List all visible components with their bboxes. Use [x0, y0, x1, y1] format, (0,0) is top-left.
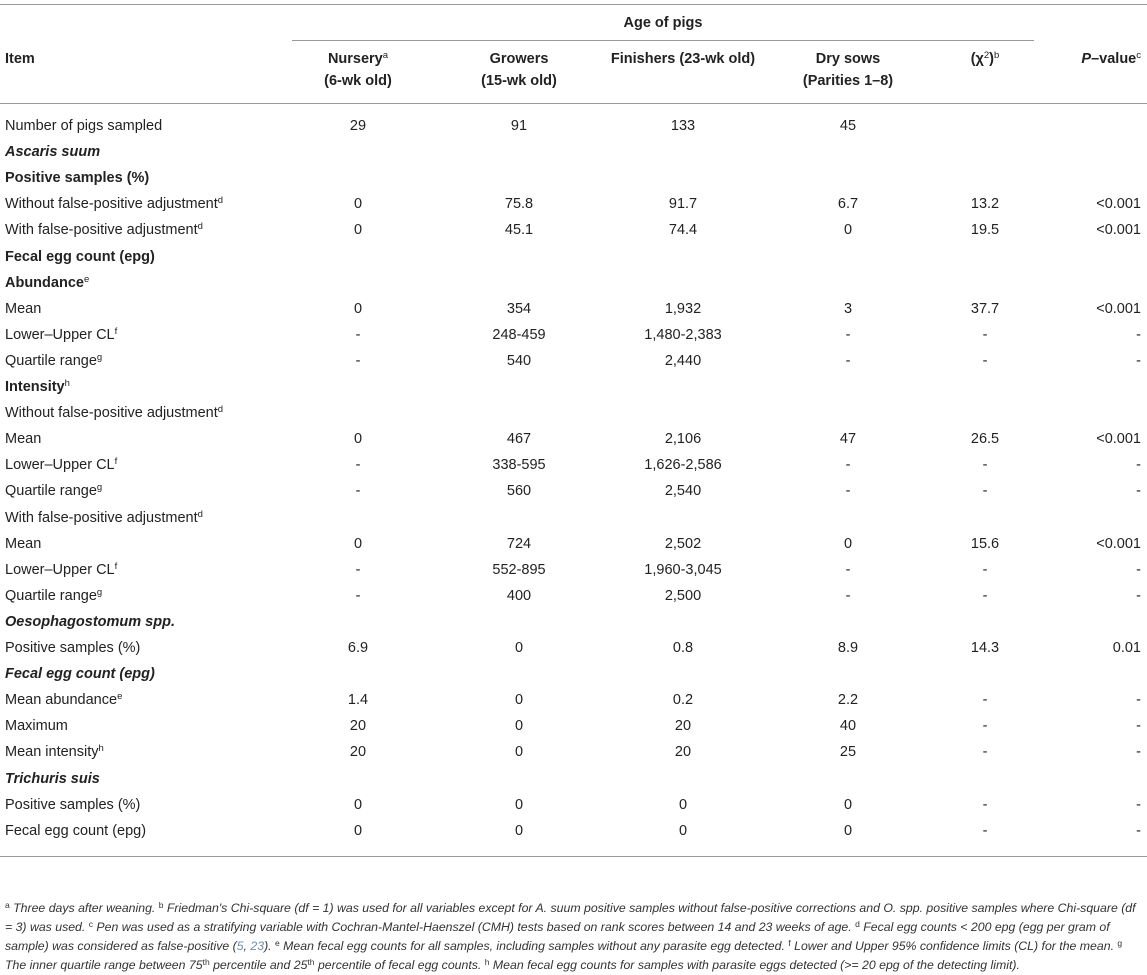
table-cell: 467: [506, 431, 532, 447]
row-label: Lower–Upper $CL^f$: [5, 326, 118, 343]
table-cell: 400: [506, 588, 532, 604]
table-cell: 0.01: [1112, 640, 1141, 656]
header-item: Item: [5, 51, 35, 67]
table-cell: 40: [839, 718, 857, 734]
reference-link-5[interactable]: 5: [236, 939, 244, 953]
table-cell: 0: [514, 692, 524, 708]
table-cell: -: [1136, 562, 1141, 578]
row-label: Positive samples (%): [5, 797, 141, 813]
row-label: Fecal egg count (epg): [5, 666, 155, 682]
header-dry-sows: Dry sows (Parities 1–8): [802, 51, 894, 89]
table-cell: 248-459: [492, 327, 546, 343]
table-cell: 91.7: [668, 196, 698, 212]
table-cell: -: [982, 797, 988, 813]
table-cell: 14.3: [970, 640, 1000, 656]
table-cell: <0.001: [1096, 196, 1141, 212]
table-cell: 0.2: [672, 692, 694, 708]
table-cell: -: [355, 483, 361, 499]
table-cell: 0: [353, 196, 363, 212]
table-cell: -: [845, 353, 851, 369]
table-cell: 0: [843, 823, 853, 839]
table-cell: 0: [353, 431, 363, 447]
table-cell: 0: [353, 222, 363, 238]
table-cell: -: [982, 562, 988, 578]
table-cell: <0.001: [1096, 222, 1141, 238]
table-cell: 37.7: [970, 301, 1000, 317]
table-cell: -: [845, 588, 851, 604]
row-label: Lower–Upper $CL^f$: [5, 561, 118, 578]
table-cell: 91: [510, 118, 528, 134]
header-finishers: Finishers (23-wk old): [610, 51, 756, 67]
header-chi-square: $(\chi^2)^b$: [970, 50, 1000, 67]
table-cell: 1.4: [347, 692, 369, 708]
table-cell: 0: [514, 797, 524, 813]
bottom-rule: [0, 856, 1147, 857]
table-cell: 0: [843, 536, 853, 552]
table-cell: 19.5: [970, 222, 1000, 238]
table-cell: -: [1136, 483, 1141, 499]
table-cell: -: [1136, 823, 1141, 839]
table-cell: 133: [670, 118, 696, 134]
table-cell: -: [1136, 588, 1141, 604]
table-cell: -: [1136, 692, 1141, 708]
table-cell: 0: [353, 301, 363, 317]
table-cell: -: [845, 562, 851, 578]
table-cell: 724: [506, 536, 532, 552]
table-cell: 2,106: [664, 431, 702, 447]
table-cell: 2,440: [664, 353, 702, 369]
row-label: Maximum: [5, 718, 68, 734]
row-label: Trichuris suis: [5, 771, 100, 787]
row-label: Without false-positive adjustment$^d$: [5, 404, 224, 421]
table-cell: 0: [353, 823, 363, 839]
table-cell: 26.5: [970, 431, 1000, 447]
row-label: Lower–Upper $CL^f$: [5, 456, 118, 473]
table-cell: 0: [514, 823, 524, 839]
table-cell: -: [982, 457, 988, 473]
table-cell: 1,932: [664, 301, 702, 317]
table-cell: -: [355, 353, 361, 369]
row-label: Mean: [5, 431, 42, 447]
table-cell: -: [1136, 718, 1141, 734]
table-cell: <0.001: [1096, 301, 1141, 317]
row-label: Without false-positive adjustment$^d$: [5, 195, 224, 212]
table-cell: 6.7: [837, 196, 859, 212]
table-cell: -: [355, 327, 361, 343]
table-cell: 15.6: [970, 536, 1000, 552]
table-cell: 3: [843, 301, 853, 317]
table-cell: 0: [353, 797, 363, 813]
table-cell: 2,502: [664, 536, 702, 552]
table-cell: <0.001: [1096, 431, 1141, 447]
table-cell: -: [982, 327, 988, 343]
table-cell: 0: [514, 640, 524, 656]
table-cell: 45.1: [504, 222, 534, 238]
row-label: Mean intensity$^h$: [5, 743, 104, 760]
reference-link-23[interactable]: 23: [250, 939, 265, 953]
row-label: Quartile range$^g$: [5, 352, 103, 369]
table-cell: -: [982, 718, 988, 734]
table-cell: -: [982, 823, 988, 839]
table-cell: 20: [674, 718, 692, 734]
table-cell: 20: [674, 744, 692, 760]
table-cell: -: [1136, 797, 1141, 813]
table-cell: 47: [839, 431, 857, 447]
table-cell: -: [355, 457, 361, 473]
table-cell: -: [982, 692, 988, 708]
row-label: Fecal egg count (epg): [5, 249, 155, 265]
table-cell: -: [982, 588, 988, 604]
table-cell: 8.9: [837, 640, 859, 656]
table-cell: 2.2: [837, 692, 859, 708]
table-cell: 0: [678, 797, 688, 813]
table-cell: -: [982, 353, 988, 369]
table-cell: 2,500: [664, 588, 702, 604]
table-cell: -: [845, 327, 851, 343]
row-label: Quartile range$^g$: [5, 587, 103, 604]
table-cell: -: [982, 483, 988, 499]
table-cell: 45: [839, 118, 857, 134]
row-label: Mean abundance$^e$: [5, 691, 123, 708]
table-cell: 540: [506, 353, 532, 369]
table-cell: 0: [843, 797, 853, 813]
table-cell: 75.8: [504, 196, 534, 212]
table-cell: 20: [349, 718, 367, 734]
table-cell: 1,480-2,383: [644, 327, 722, 343]
table-cell: 1,960-3,045: [644, 562, 722, 578]
table-cell: 0.8: [672, 640, 694, 656]
table-cell: -: [1136, 327, 1141, 343]
table-cell: 6.9: [347, 640, 369, 656]
table-cell: -: [355, 588, 361, 604]
row-label: Positive samples (%): [5, 170, 150, 186]
table-cell: -: [845, 483, 851, 499]
table-cell: 1,626-2,586: [644, 457, 722, 473]
table-cell: 0: [514, 744, 524, 760]
table-cell: 0: [353, 536, 363, 552]
row-label: Quartile range$^g$: [5, 482, 103, 499]
table-cell: 0: [843, 222, 853, 238]
table-cell: 2,540: [664, 483, 702, 499]
row-label: Intensity$^h$: [5, 378, 70, 395]
table-cell: 560: [506, 483, 532, 499]
table-cell: 0: [678, 823, 688, 839]
row-label: With false-positive adjustment$^d$: [5, 509, 203, 526]
table-cell: 74.4: [668, 222, 698, 238]
group-header-rule: [292, 40, 1034, 41]
row-label: With false-positive adjustment$^d$: [5, 221, 203, 238]
table-cell: -: [1136, 744, 1141, 760]
table-cell: 0: [514, 718, 524, 734]
footnotes: $^a$ Three days after weaning. $^b$ Friedman's Chi-square (df = 1) was used for all variables except for A. suum positive samples without false-positive corrections and O. spp. positive samples where Chi-square (df = 3) was used. $^c$ Pen was used as a stratifying variable with Cochran-Mantel-Haenszel (CMH) tests based on rank scores between 14 and 23 weeks of age. $^d$ Fecal egg counts < 200 epg (egg per gram of sample) was considered as false-positive (5, 23). $^e$ Mean fecal egg counts for all samples, including samples without any parasite egg detected. $^f$ Lower and Upper 95% confidence limits (CL) for the mean. $^g$ The inner quartile range between 75th percentile and 25th percentile of fecal egg counts. $^h$ Mean fecal egg counts for samples with parasite eggs detected (>= 20 epg of the detecting limit).: [5, 900, 1136, 972]
table-cell: 552-895: [492, 562, 546, 578]
table-cell: -: [845, 457, 851, 473]
table-cell: -: [1136, 457, 1141, 473]
table-cell: 13.2: [970, 196, 1000, 212]
row-label: Mean: [5, 536, 42, 552]
row-label: Ascaris suum: [5, 144, 101, 160]
table-cell: <0.001: [1096, 536, 1141, 552]
table-cell: 20: [349, 744, 367, 760]
row-label: Mean: [5, 301, 42, 317]
group-header: Age of pigs: [623, 15, 703, 31]
row-label: Positive samples (%): [5, 640, 141, 656]
header-growers: Growers (15-wk old): [481, 51, 557, 89]
table-cell: 354: [506, 301, 532, 317]
header-bottom-rule: [0, 103, 1147, 104]
table-cell: 29: [349, 118, 367, 134]
row-label: Abundance$^e$: [5, 274, 90, 291]
header-p-value: P–value$^c$: [1081, 50, 1141, 67]
row-label: Oesophagostomum spp.: [5, 614, 175, 630]
table-cell: 25: [839, 744, 857, 760]
top-rule: [0, 4, 1147, 5]
row-label: Fecal egg count (epg): [5, 823, 147, 839]
table-cell: -: [355, 562, 361, 578]
table-cell: 338-595: [492, 457, 546, 473]
table-cell: -: [1136, 353, 1141, 369]
header-nursery: Nursery$^a$ (6-wk old): [324, 50, 392, 89]
row-label: Number of pigs sampled: [5, 118, 163, 134]
table-cell: -: [982, 744, 988, 760]
